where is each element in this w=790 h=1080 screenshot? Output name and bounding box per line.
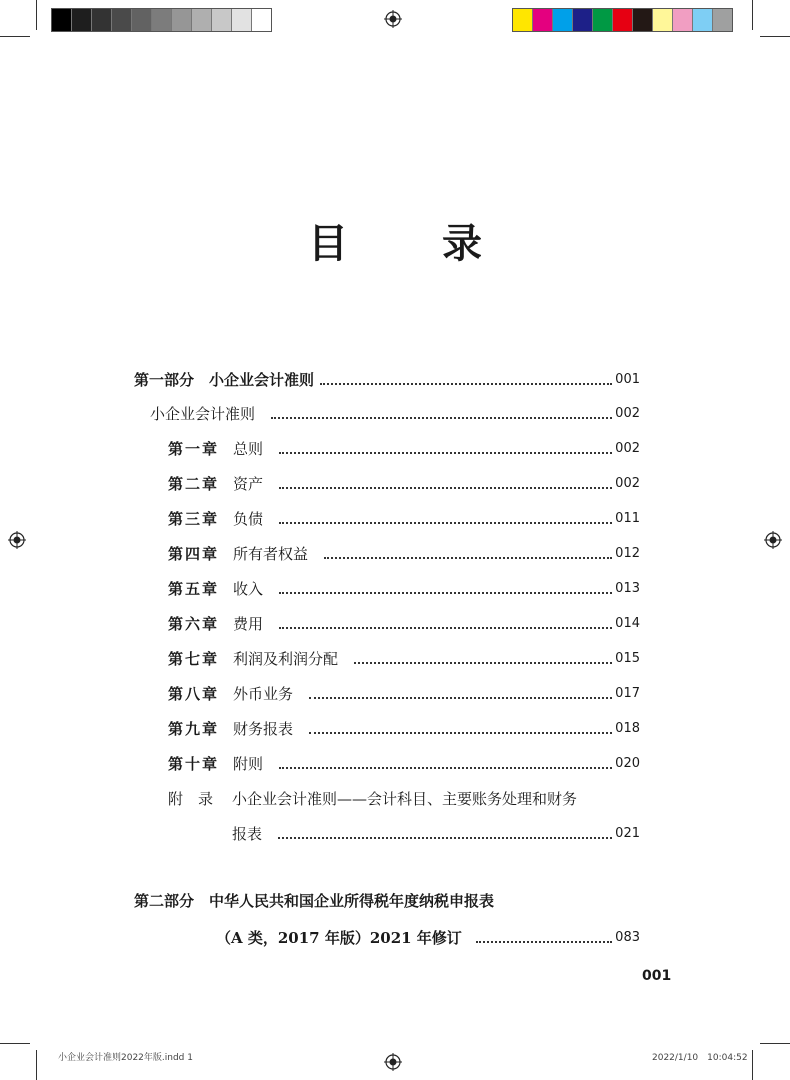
toc-entry-chapter[interactable] [168, 713, 640, 739]
toc-page-number: 017 [615, 686, 640, 701]
chapter-number: 第四章 [168, 545, 220, 563]
page-number: 001 [642, 968, 672, 984]
toc-page-number: 021 [615, 826, 640, 841]
toc-entry-part2-line1[interactable]: 第二部分 中华人民共和国企业所得税年度纳税申报表 [134, 892, 495, 910]
leader-dots [279, 522, 612, 524]
color-swatch [553, 9, 573, 31]
registration-mark-icon [764, 531, 782, 549]
color-swatch [573, 9, 593, 31]
crop-mark [36, 1050, 37, 1080]
registration-mark-icon [384, 10, 402, 28]
grey-swatch [132, 9, 152, 31]
toc-page-number: 018 [615, 721, 640, 736]
grey-swatch [52, 9, 72, 31]
color-swatch [673, 9, 693, 31]
leader-dots [271, 417, 612, 419]
chapter-title: 外币业务 [233, 685, 294, 703]
grey-swatch [192, 9, 212, 31]
toc-entry-chapter[interactable] [168, 643, 640, 669]
color-swatch [513, 9, 533, 31]
leader-dots [354, 662, 612, 664]
chapter-title: 财务报表 [233, 720, 294, 738]
color-swatch [693, 9, 713, 31]
toc-page-number: 002 [615, 441, 640, 456]
toc-page-number: 083 [615, 930, 640, 945]
toc-entry-label: 小企业会计准则 [150, 405, 256, 423]
crop-mark [760, 36, 790, 37]
grey-color-bar [51, 8, 272, 32]
chapter-title: 负债 [233, 510, 264, 528]
chapter-title: 附则 [233, 755, 264, 773]
leader-dots [279, 767, 612, 769]
chapter-title: 费用 [233, 615, 264, 633]
leader-dots [309, 697, 612, 699]
chapter-title: 资产 [233, 475, 264, 493]
color-swatch [613, 9, 633, 31]
slug-timestamp: 2022/1/10 10:04:52 [652, 1053, 748, 1063]
leader-dots [309, 732, 612, 734]
cmyk-color-bar [512, 8, 733, 32]
toc-entry-part2[interactable] [216, 922, 640, 948]
chapter-number: 第十章 [168, 755, 220, 773]
color-swatch [633, 9, 653, 31]
toc-page-number: 011 [615, 511, 640, 526]
chapter-number: 第八章 [168, 685, 220, 703]
chapter-number: 第六章 [168, 615, 220, 633]
toc-page-number: 014 [615, 616, 640, 631]
registration-mark-icon [8, 531, 26, 549]
crop-mark [36, 0, 37, 30]
grey-swatch [212, 9, 232, 31]
toc-entry-chapter[interactable] [168, 503, 640, 529]
toc-entry-chapter[interactable] [168, 468, 640, 494]
toc-entry-chapter[interactable] [168, 538, 640, 564]
toc-page-number: 002 [615, 406, 640, 421]
leader-dots [279, 592, 612, 594]
registration-mark-icon [384, 1053, 402, 1071]
grey-swatch [232, 9, 252, 31]
toc-entry-chapter[interactable] [168, 678, 640, 704]
toc-entry-chapter[interactable] [168, 433, 640, 459]
toc-page-number: 013 [615, 581, 640, 596]
chapter-title: 收入 [233, 580, 264, 598]
chapter-number: 第七章 [168, 650, 220, 668]
leader-dots [324, 557, 612, 559]
leader-dots [279, 452, 612, 454]
color-swatch [653, 9, 673, 31]
grey-swatch [112, 9, 132, 31]
chapter-title: 所有者权益 [233, 545, 309, 563]
leader-dots [320, 383, 612, 385]
toc-page-number: 001 [615, 372, 640, 387]
toc-entry-appendix[interactable] [232, 818, 640, 844]
chapter-number: 第二章 [168, 475, 220, 493]
toc-page-number: 012 [615, 546, 640, 561]
chapter-number: 第一章 [168, 440, 220, 458]
chapter-title: 总则 [233, 440, 264, 458]
chapter-title: 利润及利润分配 [233, 650, 339, 668]
color-swatch [533, 9, 553, 31]
grey-swatch [172, 9, 192, 31]
leader-dots [279, 487, 612, 489]
leader-dots [278, 837, 612, 839]
toc-page-number: 015 [615, 651, 640, 666]
color-swatch [713, 9, 732, 31]
appendix-label: 附 录 [168, 790, 214, 808]
toc-entry-label: 报表 [232, 825, 263, 843]
crop-mark [0, 36, 30, 37]
crop-mark [760, 1043, 790, 1044]
appendix-title-line1[interactable]: 小企业会计准则——会计科目、主要账务处理和财务 [232, 790, 578, 808]
toc-entry-part1[interactable] [134, 364, 640, 390]
toc-entry-standard[interactable] [150, 398, 640, 424]
grey-swatch [252, 9, 271, 31]
crop-mark [0, 1043, 30, 1044]
grey-swatch [92, 9, 112, 31]
crop-mark [752, 1050, 753, 1080]
chapter-number: 第三章 [168, 510, 220, 528]
crop-mark [752, 0, 753, 30]
page-title: 目 录 [308, 220, 522, 267]
toc-entry-label: 第一部分 小企业会计准则 [134, 371, 315, 389]
leader-dots [279, 627, 612, 629]
toc-entry-chapter[interactable] [168, 573, 640, 599]
toc-page-number: 002 [615, 476, 640, 491]
chapter-number: 第九章 [168, 720, 220, 738]
leader-dots [476, 941, 612, 943]
toc-entry-chapter[interactable] [168, 608, 640, 634]
toc-entry-chapter[interactable] [168, 748, 640, 774]
color-swatch [593, 9, 613, 31]
slug-filename: 小企业会计准则2022年版.indd 1 [58, 1053, 193, 1063]
grey-swatch [72, 9, 92, 31]
toc-page-number: 020 [615, 756, 640, 771]
chapter-number: 第五章 [168, 580, 220, 598]
grey-swatch [152, 9, 172, 31]
toc-entry-label: （A 类，2017 年版）2021 年修订 [216, 929, 462, 947]
